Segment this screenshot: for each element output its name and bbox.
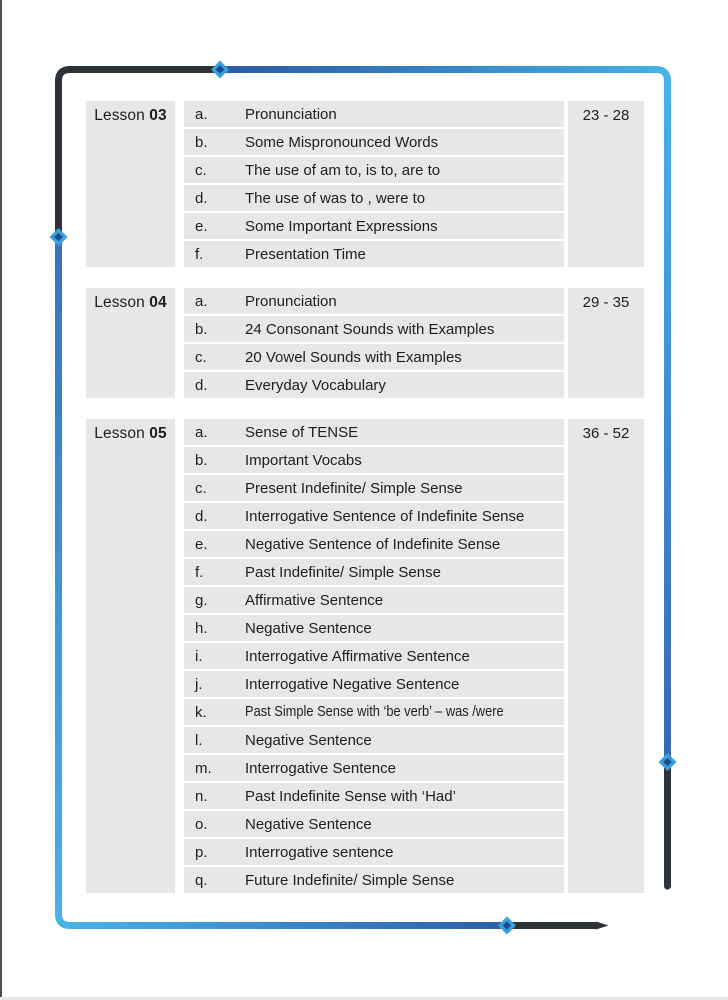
toc-row bbox=[184, 587, 564, 613]
item-letter: a. bbox=[195, 423, 208, 441]
toc-row bbox=[184, 288, 564, 314]
item-title: Interrogative Sentence of Indefinite Sense bbox=[245, 507, 525, 525]
lesson-section bbox=[86, 101, 644, 267]
frame-left-blue-segment bbox=[59, 237, 75, 926]
diamond-marker-left bbox=[50, 228, 68, 246]
item-letter: k. bbox=[195, 703, 207, 721]
toc-rows bbox=[184, 101, 564, 267]
item-title: 20 Vowel Sounds with Examples bbox=[245, 348, 462, 366]
item-title: Interrogative Sentence bbox=[245, 759, 396, 777]
item-letter: b. bbox=[195, 320, 208, 338]
lesson-word: Lesson bbox=[94, 425, 145, 442]
toc-row bbox=[184, 447, 564, 473]
lesson-word: Lesson bbox=[94, 107, 145, 124]
item-letter: c. bbox=[195, 161, 207, 179]
diamond-marker-top bbox=[211, 61, 229, 79]
item-letter: h. bbox=[195, 619, 208, 637]
item-letter: b. bbox=[195, 451, 208, 469]
lesson-cell bbox=[86, 101, 175, 267]
item-title: Some Mispronounced Words bbox=[245, 133, 439, 151]
item-letter: q. bbox=[195, 871, 208, 889]
item-title: Negative Sentence bbox=[245, 815, 372, 833]
frame-bottom-dark-tail-tip bbox=[596, 922, 609, 930]
item-title: 24 Consonant Sounds with Examples bbox=[245, 320, 495, 338]
item-title: Some Important Expressions bbox=[245, 217, 438, 235]
toc-row bbox=[184, 213, 564, 239]
page-range: 29 - 35 bbox=[568, 288, 644, 398]
item-letter: i. bbox=[195, 647, 203, 665]
item-letter: b. bbox=[195, 133, 208, 151]
item-letter: d. bbox=[195, 507, 208, 525]
toc-row bbox=[184, 101, 564, 127]
toc-rows bbox=[184, 419, 564, 893]
toc-row bbox=[184, 344, 564, 370]
item-letter: e. bbox=[195, 535, 208, 553]
toc-row bbox=[184, 671, 564, 697]
toc-row bbox=[184, 755, 564, 781]
toc-row bbox=[184, 157, 564, 183]
toc-row bbox=[184, 867, 564, 893]
item-title: Pronunciation bbox=[245, 105, 337, 123]
toc-row bbox=[184, 185, 564, 211]
item-letter: g. bbox=[195, 591, 208, 609]
toc-row bbox=[184, 503, 564, 529]
item-letter: a. bbox=[195, 105, 208, 123]
page-range: 23 - 28 bbox=[568, 101, 644, 267]
item-title: Past Simple Sense with ‘be verb’ – was /were bbox=[245, 704, 504, 720]
lesson-number: 03 bbox=[149, 107, 167, 124]
item-title: Negative Sentence bbox=[245, 731, 372, 749]
item-title: Sense of TENSE bbox=[245, 423, 359, 441]
lesson-section bbox=[86, 419, 644, 893]
item-title: Affirmative Sentence bbox=[245, 591, 384, 609]
toc-row bbox=[184, 727, 564, 753]
item-title: Important Vocabs bbox=[245, 451, 362, 469]
lesson-cell bbox=[86, 288, 175, 398]
toc-row bbox=[184, 699, 564, 725]
item-letter: f. bbox=[195, 563, 204, 581]
diamond-marker-bottom bbox=[498, 917, 516, 935]
item-letter: c. bbox=[195, 348, 207, 366]
item-title: Negative Sentence bbox=[245, 619, 372, 637]
item-title: Everyday Vocabulary bbox=[245, 376, 386, 394]
toc-row bbox=[184, 419, 564, 445]
toc-table bbox=[86, 101, 644, 893]
item-title: Future Indefinite/ Simple Sense bbox=[245, 871, 455, 889]
item-letter: c. bbox=[195, 479, 207, 497]
item-title: Pronunciation bbox=[245, 292, 337, 310]
toc-row bbox=[184, 241, 564, 267]
item-title: The use of was to , were to bbox=[245, 189, 426, 207]
item-letter: m. bbox=[195, 759, 212, 777]
toc-row bbox=[184, 475, 564, 501]
frame-right-blue-segment bbox=[655, 70, 668, 763]
toc-row bbox=[184, 372, 564, 398]
page-range: 36 - 52 bbox=[568, 419, 644, 893]
toc-row bbox=[184, 839, 564, 865]
item-title: Past Indefinite Sense with ‘Had’ bbox=[245, 787, 456, 805]
toc-row bbox=[184, 129, 564, 155]
lesson-section bbox=[86, 288, 644, 398]
lesson-word: Lesson bbox=[94, 294, 145, 311]
item-title: Present Indefinite/ Simple Sense bbox=[245, 479, 463, 497]
toc-row bbox=[184, 531, 564, 557]
item-letter: e. bbox=[195, 217, 208, 235]
item-title: Interrogative Affirmative Sentence bbox=[245, 647, 470, 665]
item-letter: f. bbox=[195, 245, 204, 263]
toc-rows bbox=[184, 288, 564, 398]
item-letter: o. bbox=[195, 815, 208, 833]
item-letter: d. bbox=[195, 189, 208, 207]
item-letter: p. bbox=[195, 843, 208, 861]
item-title: Presentation Time bbox=[245, 245, 366, 263]
toc-row bbox=[184, 559, 564, 585]
lesson-cell bbox=[86, 419, 175, 893]
lesson-number: 05 bbox=[149, 425, 167, 442]
item-letter: a. bbox=[195, 292, 208, 310]
toc-row bbox=[184, 316, 564, 342]
diamond-marker-right bbox=[659, 753, 677, 771]
item-letter: j. bbox=[195, 675, 203, 693]
item-letter: d. bbox=[195, 376, 208, 394]
item-letter: l. bbox=[195, 731, 203, 749]
item-title: Interrogative Negative Sentence bbox=[245, 675, 460, 693]
item-title: Interrogative sentence bbox=[245, 843, 394, 861]
lesson-number: 04 bbox=[149, 294, 167, 311]
toc-row bbox=[184, 615, 564, 641]
item-title: Negative Sentence of Indefinite Sense bbox=[245, 535, 501, 553]
toc-row bbox=[184, 783, 564, 809]
item-title: The use of am to, is to, are to bbox=[245, 161, 441, 179]
item-title: Past Indefinite/ Simple Sense bbox=[245, 563, 441, 581]
item-letter: n. bbox=[195, 787, 208, 805]
toc-row bbox=[184, 643, 564, 669]
toc-row bbox=[184, 811, 564, 837]
